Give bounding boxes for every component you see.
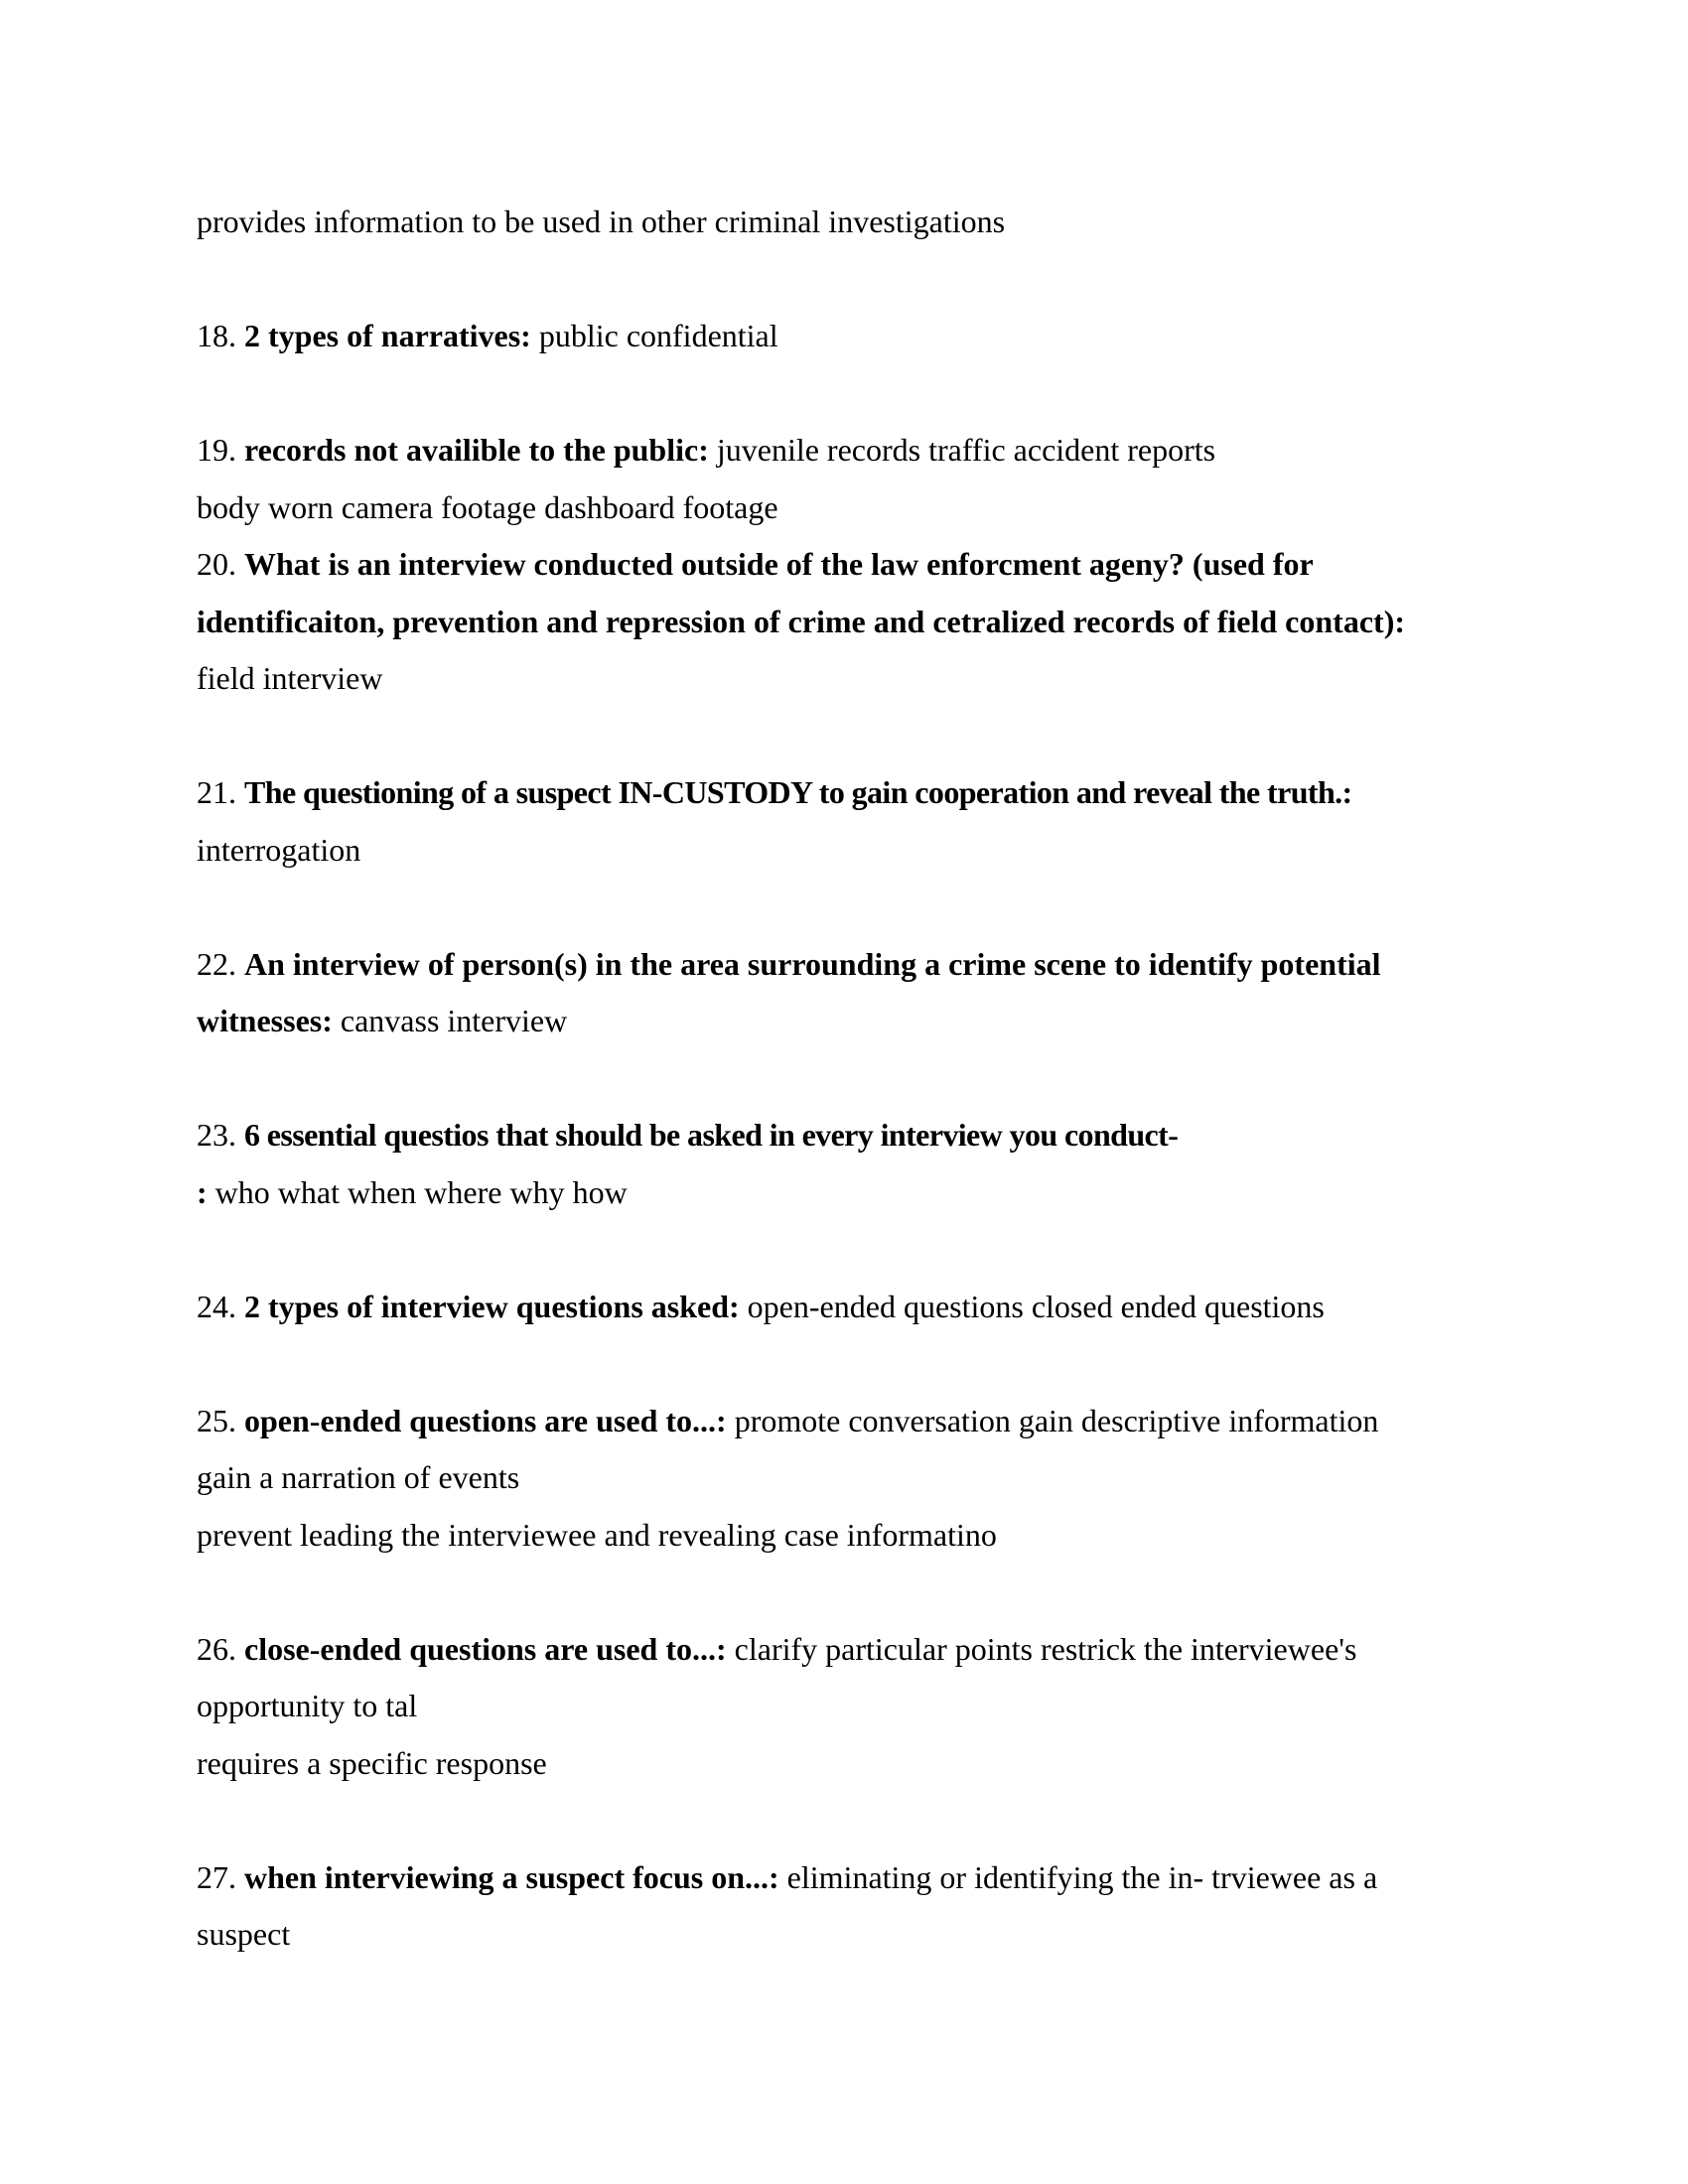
item-answer: field interview xyxy=(197,660,383,696)
item-answer: promote conversation gain descriptive information xyxy=(734,1402,1379,1438)
item-24 xyxy=(197,1279,1507,1336)
item-answer: juvenile records traffic accident reports xyxy=(716,432,1216,468)
item-22 xyxy=(197,936,1507,994)
item-question: What is an interview conducted outside of the law enforcment ageny? (used for xyxy=(244,546,1314,582)
item-number: 23. xyxy=(197,1117,236,1153)
item-question: 2 types of narratives: xyxy=(244,318,531,353)
item-23 xyxy=(197,1107,1507,1164)
item-answer: who what when where why how xyxy=(214,1173,628,1210)
item-answer: interrogation xyxy=(197,831,361,868)
item-number: 25. xyxy=(197,1402,236,1438)
item-25 xyxy=(197,1393,1507,1450)
item-number: 20. xyxy=(197,546,236,582)
item-27 xyxy=(197,1849,1507,1907)
item-answer-continued: suspect xyxy=(197,1916,291,1952)
item-question: open-ended questions are used to...: xyxy=(244,1402,727,1438)
item-26 xyxy=(197,1621,1507,1679)
item-answer: open-ended questions closed ended questions xyxy=(747,1288,1325,1324)
item-question: 6 essential questios that should be asked in every interview you conduct- xyxy=(244,1117,1179,1153)
item-question-continued: witnesses: canvass interview xyxy=(197,1003,568,1038)
item-21 xyxy=(197,764,1507,822)
item-20 xyxy=(197,536,1507,594)
item-answer-continued: gain a narration of events xyxy=(197,1459,520,1495)
item-number: 27. xyxy=(197,1858,236,1895)
document-text xyxy=(197,194,1507,1964)
item-question: 2 types of interview questions asked: xyxy=(244,1288,740,1324)
item-answer: eliminating or identifying the in- trviewee as a xyxy=(786,1858,1378,1895)
item-answer-continued: opportunity to tal xyxy=(197,1688,418,1723)
item-answer-continued: body worn camera footage dashboard footage xyxy=(197,488,778,525)
item-answer: canvass interview xyxy=(340,1003,568,1038)
item-number: 26. xyxy=(197,1630,236,1667)
item-answer-continued: requires a specific response xyxy=(197,1744,547,1781)
item-question: close-ended questions are used to...: xyxy=(244,1630,727,1667)
item-question-continued: identificaiton, prevention and repression of crime and cetralized records of field contact): xyxy=(197,603,1405,639)
item-number: 18. xyxy=(197,318,236,353)
item-question: An interview of person(s) in the area surrounding a crime scene to identify potential xyxy=(244,945,1381,982)
item-answer: public confidential xyxy=(538,318,778,353)
item-number: 22. xyxy=(197,945,236,982)
item-question: The questioning of a suspect IN-CUSTODY to gain cooperation and reveal the truth.: xyxy=(244,774,1352,810)
item-number: 21. xyxy=(197,774,236,810)
item-question-continued: : who what when where why how xyxy=(197,1173,628,1210)
item-question: when interviewing a suspect focus on...: xyxy=(244,1858,779,1895)
continuation-line: provides information to be used in other criminal investigations xyxy=(197,204,1006,239)
item-answer: clarify particular points restrick the interviewee's xyxy=(734,1630,1357,1667)
item-19 xyxy=(197,422,1507,479)
item-question: records not availible to the public: xyxy=(244,432,709,468)
item-number: 24. xyxy=(197,1288,236,1324)
item-number: 19. xyxy=(197,432,236,468)
item-answer-continued: prevent leading the interviewee and revealing case informatino xyxy=(197,1516,997,1553)
item-18 xyxy=(197,308,1507,365)
